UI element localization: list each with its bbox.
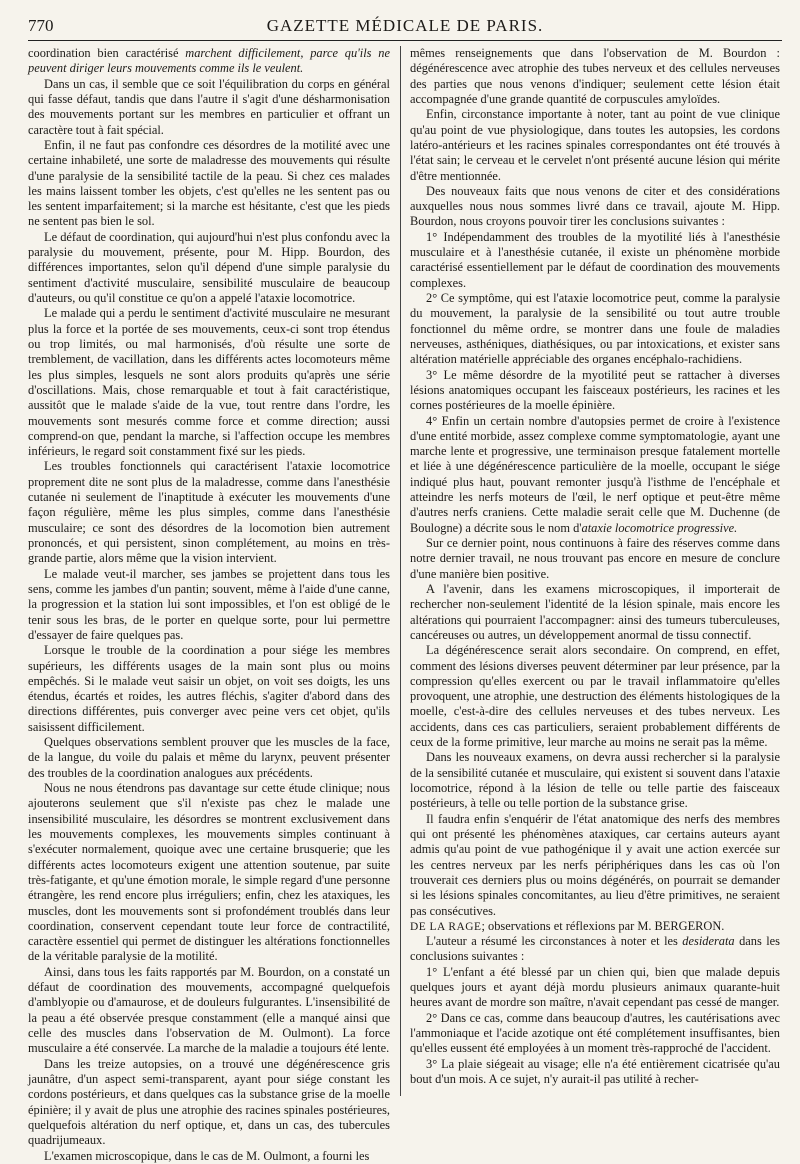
paragraph: Dans un cas, il semble que ce soit l'équilibration du corps en général qui fasse défaut, tandis que dans l'autre il s'agit d'une désharmonisation des mouvements portant sur les membres en particulier et offrant un caractère tout à fait spécial. bbox=[28, 76, 390, 137]
paragraph: A l'avenir, dans les examens microscopiques, il importerait de rechercher non-seulement l'identité de la lésion spinale, mais encore les altérations qui pourraient l'accompagner: ainsi des tumeurs tuberculeuses, cancéreuses ou autres, un développement anormal de tissu connectif. bbox=[410, 581, 780, 642]
paragraph: Le malade veut-il marcher, ses jambes se projettent dans tous les sens, comme les jambes d'un pantin; souvent, même à l'aide d'une canne, la progression et la station lui sont impossibles, et l'on est obligé de le tenir sous les bras, de le porter en quelque sorte, pour lui permettre d'essayer de faire quelques pas. bbox=[28, 566, 390, 642]
paragraph: Le défaut de coordination, qui aujourd'hui n'est plus confondu avec la paralysie du mouvement, présente, pour M. Hipp. Bourdon, des différences importantes, selon qu'il dépend d'une simple paralysie du sentiment d'activité musculaire, sensibilité musculaire de beaucoup d'auteurs, ou qu'il constitue ce qu'on a appelé l'ataxie locomotrice. bbox=[28, 229, 390, 305]
paragraph-text: L'auteur a résumé les circonstances à noter et les bbox=[426, 934, 683, 949]
right-column bbox=[410, 46, 780, 1098]
paragraph: Le malade qui a perdu le sentiment d'activité musculaire ne mesurant plus la force et la portée de ses mouvements, ceux-ci sont trop étendus ou trop limités, ou mal harmonisés, d'où résulte une sorte de tremblement, de vacillation, dans les différents actes locomoteurs même les plus simples, lesquels ne sont alors produits qu'après une série d'oscillations. Mais, chose remarquable et tout à fait caractéristique, aussitôt que le malade s'aide de la vue, tout rentre dans l'ordre, les mouvements sont mesurés comme force et comme direction; aussi comprend-on que, pendant la marche, si l'affection occupe les membres inférieurs, le regard soit constamment fixé sur les pieds. bbox=[28, 306, 390, 459]
page-header bbox=[28, 14, 782, 41]
conclusion-item: 3° Le même désordre de la myotilité peut se rattacher à diverses lésions anatomiques occupant les faisceaux postérieurs, les racines et les cornes postérieures de la moelle épinière. bbox=[410, 367, 780, 413]
paragraph-text: dans les conclusions suivantes : bbox=[410, 934, 780, 964]
paragraph: mêmes renseignements que dans l'observation de M. Bourdon : dégénérescence avec atrophie des tubes nerveux et des cellules nerveuses des parties que nous venons d'indiquer; seulement cette lésion était accompagnée d'une grande quantité de corpuscules amyloïdes. bbox=[410, 46, 780, 106]
italic-text: desiderata bbox=[682, 934, 735, 949]
paragraph bbox=[28, 46, 390, 77]
paragraph: Lorsque le trouble de la coordination a pour siége les membres supérieurs, les différents usages de la main sont plus ou moins empêchés. Si le malade veut saisir un objet, on voit ses doigts, les uns étendus, écartés et roides, les autres fléchis, s'agiter d'abord dans des directions différentes, puis converger avec peine vers cet objet, qu'ils saisissent difficilement. bbox=[28, 643, 390, 734]
conclusion-item: 3° La plaie siégeait au visage; elle n'a été entièrement cicatrisée qu'au bout d'un mois. A ce sujet, n'y aurait-il pas utilité à recher- bbox=[410, 1056, 780, 1086]
conclusion-item: 2° Ce symptôme, qui est l'ataxie locomotrice peut, comme la paralysie du mouvement, la paralysie de la sensibilité ou tout autre trouble fonctionnel du même ordre, se montrer dans une foule de maladies nerveuses, asthéniques, diathésiques, ou par intoxications, et exister sans altération matérielle appréciable des organes encéphalo-rachidiens. bbox=[410, 291, 780, 367]
section-heading bbox=[410, 919, 780, 934]
paragraph: Ainsi, dans tous les faits rapportés par M. Bourdon, on a constaté un défaut de coordination des mouvements, accompagné quelquefois d'amblyopie ou d'amaurose, et de douleurs fulgurantes. L'insensibilité de la peau a été observée presque constamment (elle a manqué ainsi que celle des muscles dans l'observation de M. Oulmont). La force musculaire a été conservée. La marche de la maladie a toujours été lente. bbox=[28, 964, 390, 1056]
page-number: 770 bbox=[28, 16, 54, 35]
paragraph: Il faudra enfin s'enquérir de l'état anatomique des nerfs des membres qui ont présenté les phénomènes ataxiques, car certains auteurs ayant admis qu'au point de vue pathogénique il y avait une action exercée sur les centres nerveux par les nerfs périphériques dans les cas où l'on trouverait ces derniers plus ou moins dégénérés, on pourrait se demander si les lésions spinales concomitantes, au lieu d'être primitives, ne seraient pas consécutives. bbox=[410, 811, 780, 918]
paragraph: Quelques observations semblent prouver que les muscles de la face, de la langue, du voile du palais et même du larynx, peuvent présenter des troubles de la coordination analogues aux précédents. bbox=[28, 735, 390, 780]
conclusion-item bbox=[410, 414, 780, 537]
paragraph: Les troubles fonctionnels qui caractérisent l'ataxie locomotrice proprement dite ne sont plus de la maladresse, comme dans l'anesthésie cutanée ni seulement de l'inaptitude à exécuter les mouvements d'une façon régulière, même les plus simples, comme dans l'anesthésie musculaire; ce sont des désordres de la locomotion bien autrement prononcés, et qui persistent, sinon complétement, au moins en très-grande partie, alors même que la vision intervient. bbox=[28, 459, 390, 566]
italic-text: ataxie locomotrice progressive. bbox=[581, 520, 738, 535]
journal-title: GAZETTE MÉDICALE DE PARIS. bbox=[266, 16, 544, 35]
paragraph: Enfin, circonstance importante à noter, tant au point de vue clinique qu'au point de vue physiologique, dans toutes les autopsies, les cordons latéro-antérieurs et les racines spinales correspondantes ont été trouvés à l'état sain; le cerveau et le cervelet n'ont présenté aucune lésion qui mérite d'être mentionnée. bbox=[410, 107, 780, 183]
paragraph: L'examen microscopique, dans le cas de M. Oulmont, a fourni les bbox=[44, 1148, 370, 1163]
section-heading-smallcaps: DE LA RAGE bbox=[410, 920, 482, 933]
section-heading-rest: ; observations et réflexions par M. BERGERON. bbox=[481, 918, 725, 933]
left-column bbox=[28, 46, 390, 1163]
paragraph: Nous ne nous étendrons pas davantage sur cette étude clinique; nous ajouterons seulement que s'il n'existe pas chez le malade une insensibilité musculaire, les désordres se montrent exclusivement dans les mouvements complexes, les mouvements simples continuant à s'exécuter normalement, quoique avec une certaine brusquerie; que les différents actes locomoteurs exigent une attention soutenue, par suite très-fatigante, et qu'une émotion morale, le simple regard d'une personne étrangère, les rend encore plus irréguliers; enfin, chez les ataxiques, les muscles, dont les mouvements sont si profondément troublés dans leur coordination, conservent cependant toute leur force de contractilité, caractère essentiel qui permet de distinguer les altérations fonctionnelles de la véritable paralysie de la motilité. bbox=[28, 781, 390, 964]
paragraph-text: 4° Enfin un certain nombre d'autopsies permet de croire à l'existence d'une entité morbide, assez complexe comme symptomatologie, ayant une marche lente et progressive, une terminaison presque fatalement mortelle et liée à une dégénérescence particulière de la moelle, occupant le siége indiqué plus haut, pouvant remonter jusqu'à l'isthme de l'encéphale et atteindre les nerfs moteurs de l'œil, le nerf optique et peut-être même d'autres nerfs craniens. Cette maladie serait celle que M. Duchenne (de Boulogne) a décrite sous le nom d' bbox=[410, 413, 780, 535]
column-divider bbox=[400, 46, 401, 1096]
conclusion-item: 1° Indépendamment des troubles de la myotilité liés à l'anesthésie musculaire et à l'anesthésie cutanée, il existe un phénomène morbide caractérisé essentiellement par le défaut de coordination des mouvements complexes. bbox=[410, 229, 780, 290]
paragraph: Des nouveaux faits que nous venons de citer et des considérations auxquelles nous nous sommes livré dans ce travail, ajoute M. Hipp. Bourdon, nous croyons pouvoir tirer les conclusions suivantes : bbox=[410, 183, 780, 229]
paragraph: Dans les nouveaux examens, on devra aussi rechercher si la paralysie de la sensibilité cutanée et musculaire, qui existent si souvent dans l'ataxie locomotrice, répond à la lésion de telle ou telle partie des faisceaux postérieurs, à telle ou telle portion de la substance grise. bbox=[410, 750, 780, 811]
paragraph: Dans les treize autopsies, on a trouvé une dégénérescence gris jaunâtre, d'un aspect semi-transparent, ayant pour siége constant les cordons postérieurs, et dans quelques cas la substance grise de la moelle épinière; il y avait de plus une atrophie des racines spinales postérieures, quelquefois altération du nerf optique, et, dans un cas, des tubercules quadrijumeaux. bbox=[28, 1056, 390, 1148]
paragraph bbox=[410, 934, 780, 965]
paragraph: La dégénérescence serait alors secondaire. On comprend, en effet, comment des lésions diverses peuvent déterminer par leur présence, par la compression qu'elles exercent ou par le travail inflammatoire qu'elles provoquent, une atrophie, une destruction des éléments histologiques de la moelle, c'est-à-dire des cellules nerveuses et des tubes nerveux. Les accidents, dans ces cas particuliers, seraient probablement différents de ceux de la forme primitive, leur marche au moins ne serait pas la même. bbox=[410, 643, 780, 750]
paragraph: Enfin, il ne faut pas confondre ces désordres de la motilité avec une certaine inhabileté, une sorte de maladresse des mouvements qui résulte d'une paralysie de la sensibilité tactile de la peau. Si chez ces malades les mains laissent tomber les objets, c'est qu'elles ne les sentent pas ou les sentent imparfaitement; si la marche est hésitante, c'est que les pieds ne sentent pas bien le sol. bbox=[28, 137, 390, 229]
italic-text: marchent difficilement, parce qu'ils ne peuvent diriger leurs mouvements comme ils le veulent. bbox=[28, 46, 390, 76]
paragraph: Sur ce dernier point, nous continuons à faire des réserves comme dans notre dernier travail, ne nous trouvant pas encore en mesure de conclure d'une manière bien positive. bbox=[410, 536, 780, 581]
conclusion-item: 1° L'enfant a été blessé par un chien qui, bien que malade depuis quelques jours et ayant déjà mordu plusieurs animaux quarante-huit heures avant de mordre son maître, n'avait cependant pas cessé de manger. bbox=[410, 964, 780, 1010]
conclusion-item: 2° Dans ce cas, comme dans beaucoup d'autres, les cautérisations avec l'ammoniaque et l'acide azotique ont été complétement insuffisantes, bien qu'elles eussent été employées à un moment très-rapproché de l'accident. bbox=[410, 1010, 780, 1056]
paragraph-text: coordination bien caractérisé bbox=[28, 46, 186, 60]
